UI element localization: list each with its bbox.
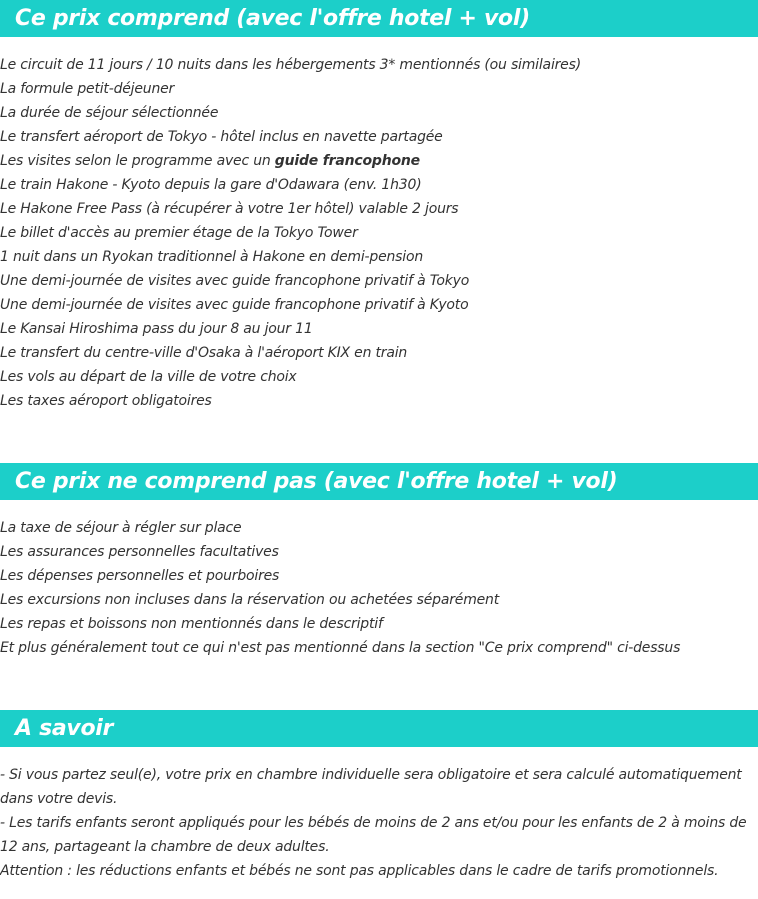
list-item: La formule petit-déjeuner [0, 81, 175, 97]
list-item-bold: guide francophone [274, 153, 420, 169]
section-header-a-savoir: A savoir [0, 710, 758, 747]
not-included-list [0, 516, 758, 660]
paragraph: - Si vous partez seul(e), votre prix en chambre individuelle sera obligatoire et sera calculé automatiquement dans votre devis. [0, 767, 742, 807]
list-item-text: Les visites selon le programme avec un [0, 153, 275, 169]
list-item: Les dépenses personnelles et pourboires [0, 568, 280, 584]
list-item: Les taxes aéroport obligatoires [0, 393, 212, 409]
included-list [0, 53, 758, 413]
list-item: Les repas et boissons non mentionnés dans le descriptif [0, 616, 383, 632]
a-savoir-text [0, 763, 756, 883]
list-item: Une demi-journée de visites avec guide francophone privatif à Kyoto [0, 297, 469, 313]
section-header-not-included: Ce prix ne comprend pas (avec l'offre hotel + vol) [0, 463, 758, 500]
list-item: Les excursions non incluses dans la réservation ou achetées séparément [0, 592, 500, 608]
list-item: Une demi-journée de visites avec guide francophone privatif à Tokyo [0, 273, 470, 289]
list-item: Le Kansai Hiroshima pass du jour 8 au jour 11 [0, 321, 313, 337]
list-item: Le Hakone Free Pass (à récupérer à votre 1er hôtel) valable 2 jours [0, 201, 459, 217]
list-item: Le circuit de 11 jours / 10 nuits dans les hébergements 3* mentionnés (ou similaires) [0, 57, 581, 73]
list-item: La durée de séjour sélectionnée [0, 105, 219, 121]
list-item: 1 nuit dans un Ryokan traditionnel à Hakone en demi-pension [0, 249, 423, 265]
paragraph: - Les tarifs enfants seront appliqués pour les bébés de moins de 2 ans et/ou pour les enfants de 2 à moins de 12 ans, partageant la chambre de deux adultes. [0, 815, 747, 855]
list-item: Le transfert aéroport de Tokyo - hôtel inclus en navette partagée [0, 129, 443, 145]
list-item: Le billet d'accès au premier étage de la Tokyo Tower [0, 225, 358, 241]
list-item: Le train Hakone - Kyoto depuis la gare d'Odawara (env. 1h30) [0, 177, 422, 193]
list-item: Les assurances personnelles facultatives [0, 544, 279, 560]
list-item: Les vols au départ de la ville de votre choix [0, 369, 297, 385]
list-item [0, 149, 758, 173]
section-header-included: Ce prix comprend (avec l'offre hotel + vol) [0, 0, 758, 37]
list-item: Le transfert du centre-ville d'Osaka à l'aéroport KIX en train [0, 345, 408, 361]
list-item: La taxe de séjour à régler sur place [0, 520, 242, 536]
list-item: Et plus généralement tout ce qui n'est pas mentionné dans la section "Ce prix comprend" ci-dessus [0, 640, 681, 656]
paragraph: Attention : les réductions enfants et bébés ne sont pas applicables dans le cadre de tarifs promotionnels. [0, 863, 719, 879]
